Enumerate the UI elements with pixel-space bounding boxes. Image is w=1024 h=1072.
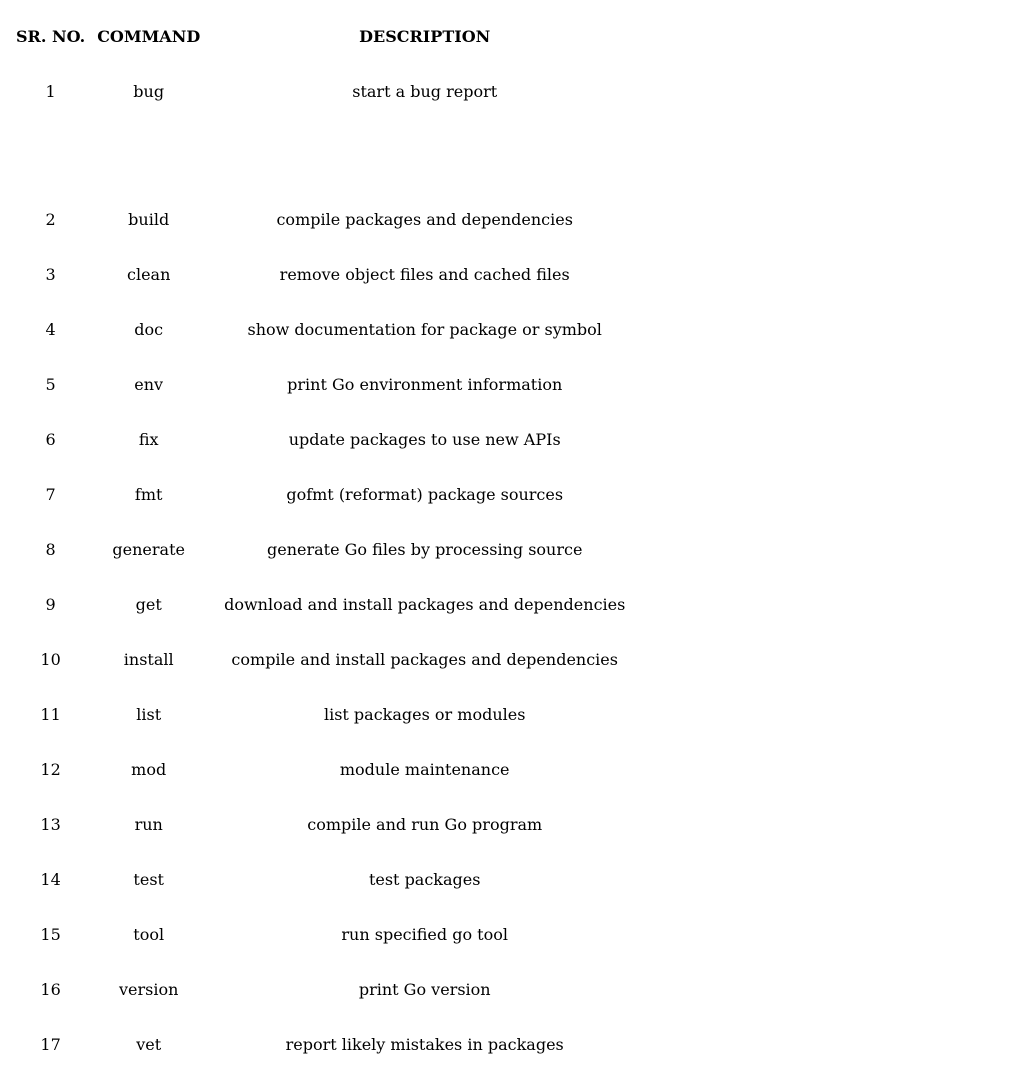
command-cell: env bbox=[134, 375, 164, 394]
description-cell: compile and run Go program bbox=[307, 815, 543, 834]
table-row bbox=[10, 72, 643, 192]
sr-no-cell: 2 bbox=[45, 210, 56, 229]
sr-no-cell: 6 bbox=[45, 430, 56, 449]
command-cell: vet bbox=[136, 1035, 162, 1054]
description-cell: download and install packages and dependencies bbox=[224, 595, 626, 614]
command-cell: build bbox=[128, 210, 170, 229]
sr-no-cell: 15 bbox=[40, 925, 61, 944]
table-row bbox=[10, 302, 643, 357]
sr-no-cell: 16 bbox=[40, 980, 61, 999]
table-row bbox=[10, 522, 643, 577]
command-cell: mod bbox=[131, 760, 167, 779]
sr-no-cell: 17 bbox=[40, 1035, 61, 1054]
description-cell: module maintenance bbox=[339, 760, 510, 779]
sr-no-cell: 1 bbox=[45, 82, 56, 101]
command-cell: generate bbox=[112, 540, 185, 559]
sr-no-cell: 4 bbox=[45, 320, 56, 339]
description-cell: run specified go tool bbox=[341, 925, 508, 944]
description-cell: generate Go files by processing source bbox=[266, 540, 583, 559]
sr-no-cell: 3 bbox=[45, 265, 56, 284]
table-row bbox=[10, 412, 643, 467]
description-cell: print Go environment information bbox=[287, 375, 563, 394]
description-cell: start a bug report bbox=[352, 82, 498, 101]
sr-no-cell: 8 bbox=[45, 540, 56, 559]
table-row bbox=[10, 907, 643, 962]
command-cell: install bbox=[123, 650, 174, 669]
description-cell: compile and install packages and dependencies bbox=[231, 650, 618, 669]
table-row bbox=[10, 797, 643, 852]
table-row bbox=[10, 852, 643, 907]
description-cell: compile packages and dependencies bbox=[276, 210, 573, 229]
sr-no-cell: 12 bbox=[40, 760, 61, 779]
command-cell: fmt bbox=[134, 485, 163, 504]
command-cell: doc bbox=[134, 320, 164, 339]
command-cell: bug bbox=[133, 82, 165, 101]
header-command: COMMAND bbox=[97, 26, 201, 46]
table-row bbox=[10, 742, 643, 797]
table-row bbox=[10, 687, 643, 742]
description-cell: list packages or modules bbox=[323, 705, 526, 724]
command-cell: get bbox=[135, 595, 162, 614]
description-cell: update packages to use new APIs bbox=[288, 430, 561, 449]
description-cell: print Go version bbox=[358, 980, 491, 999]
table-row bbox=[10, 962, 643, 1017]
table-row bbox=[10, 467, 643, 522]
table-row bbox=[10, 577, 643, 632]
table-row bbox=[10, 192, 643, 247]
description-cell: test packages bbox=[368, 870, 481, 889]
sr-no-cell: 7 bbox=[45, 485, 56, 504]
sr-no-cell: 5 bbox=[45, 375, 56, 394]
table-row bbox=[10, 1017, 643, 1072]
command-cell: tool bbox=[133, 925, 165, 944]
table-row bbox=[10, 357, 643, 412]
header-description: DESCRIPTION bbox=[359, 26, 491, 46]
table-body bbox=[10, 72, 643, 1072]
command-cell: fix bbox=[138, 430, 159, 449]
command-table bbox=[10, 0, 643, 1072]
description-cell: gofmt (reformat) package sources bbox=[286, 485, 564, 504]
sr-no-cell: 11 bbox=[40, 705, 61, 724]
table-row bbox=[10, 632, 643, 687]
header-row bbox=[10, 0, 643, 72]
command-cell: run bbox=[134, 815, 163, 834]
table-row bbox=[10, 247, 643, 302]
header-sr-no: SR. NO. bbox=[16, 26, 86, 46]
sr-no-cell: 13 bbox=[40, 815, 61, 834]
sr-no-cell: 14 bbox=[40, 870, 61, 889]
command-cell: version bbox=[118, 980, 179, 999]
description-cell: report likely mistakes in packages bbox=[285, 1035, 564, 1054]
command-cell: clean bbox=[127, 265, 171, 284]
description-cell: show documentation for package or symbol bbox=[247, 320, 602, 339]
table-header bbox=[10, 0, 643, 72]
sr-no-cell: 10 bbox=[40, 650, 61, 669]
command-cell: test bbox=[133, 870, 164, 889]
description-cell: remove object files and cached files bbox=[279, 265, 570, 284]
command-cell: list bbox=[136, 705, 162, 724]
sr-no-cell: 9 bbox=[45, 595, 56, 614]
